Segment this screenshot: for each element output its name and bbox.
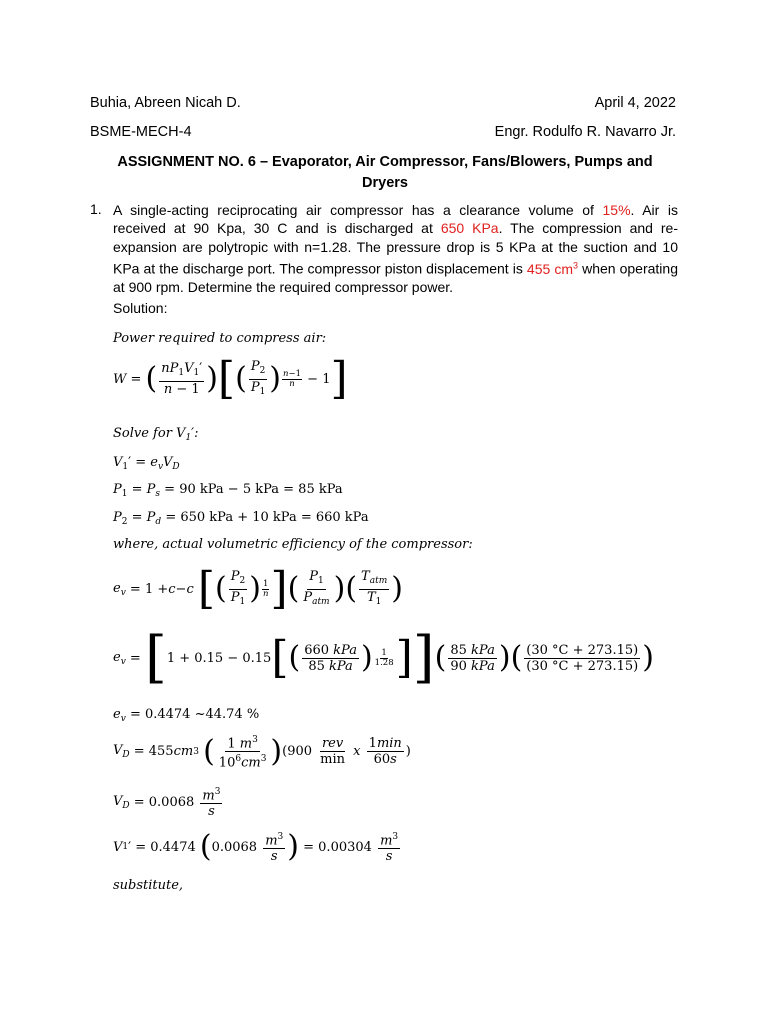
instructor: Engr. Rodulfo R. Navarro Jr.: [494, 124, 676, 140]
vd-result: $V_D$ = 0.0068 $\frac{m^3}{s}$: [113, 787, 221, 820]
v1-equation: $V_1' = e_vV_D$: [113, 455, 180, 472]
solution-label: Solution:: [113, 300, 168, 316]
problem-number: 1.: [90, 201, 102, 217]
assignment-title: ASSIGNMENT NO. 6 – Evaporator, Air Compressor, Fans/Blowers, Pumps and Dryers: [117, 154, 653, 191]
discharge-value: 650 KPa: [440, 220, 499, 237]
solve-heading: Solve for $V_1'$:: [113, 426, 199, 443]
ev-result: $e_v = 0.4474$ ~44.74 %: [113, 707, 260, 724]
where-heading: where, actual volumetric efficiency of the compressor:: [113, 537, 473, 552]
ev-formula: $e_v$ = 1 + c − c [ ( $\frac{P_2}{P_1}$ ) 1 n ] ( $\frac{P_1}{P_{atm}}$ ) ( $\frac{T_{atm}}{T_1}$ ): [113, 563, 403, 614]
date: April 4, 2022: [594, 95, 676, 111]
v1-result: V 1 ′ = 0.4474 ( 0.0068 $\frac{m^3}{s}$ ) = 0.00304 $\frac{m^3}{s}$: [113, 829, 399, 865]
p1-equation: $P_1 = P_s = 90$ kPa − 5 kPa = 85 kPa: [113, 482, 343, 499]
ev-substituted: $e_v$ = [ 1 + 0.15 − 0.15 [ ( $\frac{\text{660 kPa}}{\text{85 kPa}}$ ) 1 1.28 ] ] ( $\frac{\text{85 kPa}}{\text{90 kPa}}$ ) ( $\frac{(30 ^\circ C + 273.15)}{(30 ^\circ C + 273.15)}$ ): [113, 625, 654, 690]
power-heading: Power required to compress air:: [113, 331, 327, 346]
clearance-value: 15%: [602, 202, 631, 218]
substitute-label: substitute,: [113, 878, 184, 893]
work-equation: W = ( $\frac{nP_1V_1'}{n - 1}$ ) [ ( $\frac{P_2}{P_1}$ ) n−1 n − 1 ]: [113, 353, 348, 404]
course: BSME-MECH-4: [90, 124, 192, 140]
p2-equation: $P_2 = P_d = 650$ kPa + 10 kPa = 660 kPa: [113, 510, 369, 527]
displacement-value: 455 $cm^3$: [526, 259, 579, 277]
vd-equation: $V_D$ = 455 cm 3 ( $\frac{1 m^3}{10^6cm^3}$ ) (900 $\frac{\text{rev}}{\min}$ x $\frac{1\min}{60s}$ ): [113, 733, 411, 771]
student-name: Buhia, Abreen Nicah D.: [90, 95, 241, 111]
problem-statement: A single-acting reciprocating air compressor has a clearance volume of 15%. Air is received at 90 Kpa, 30 C and is discharged at 650 KPa. The compression and re-expansion are polytropic with n=1.28. The pressure drop is 5 KPa at the suction and 10 KPa at the discharge port. The compressor piston displacement is 455 $cm^3$ when operating at 900 rpm. Determine the required compressor power.: [113, 202, 678, 295]
